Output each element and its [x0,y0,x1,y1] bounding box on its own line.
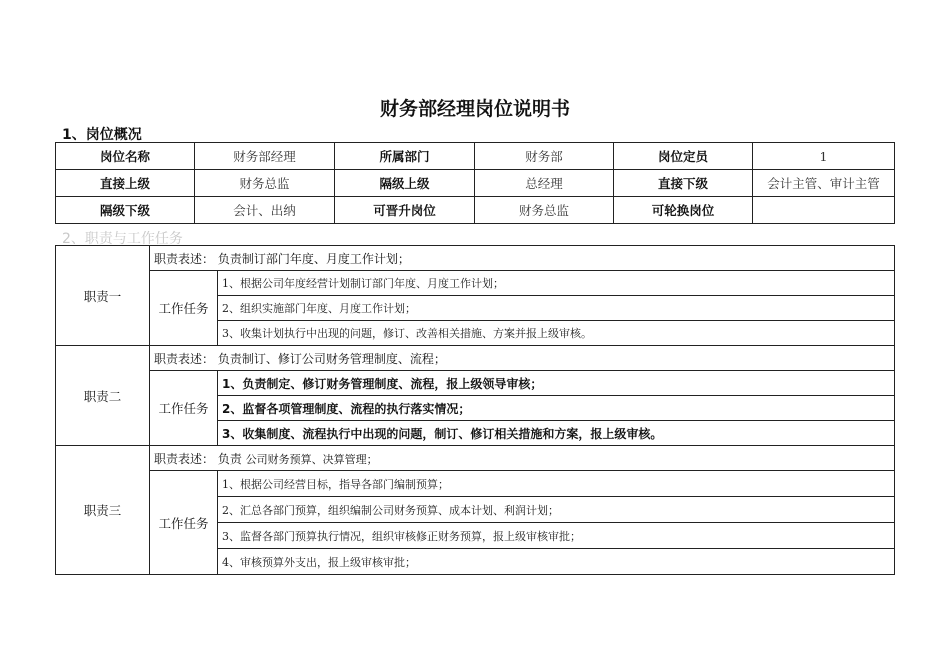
task-item: 3、监督各部门预算执行情况，组织审核修正财务预算，报上级审核审批； [218,523,895,549]
task-item: 2、汇总各部门预算，组织编制公司财务预算、成本计划、利润计划； [218,497,895,523]
label-direct-superior: 直接上级 [56,170,195,197]
duty-statement [150,446,895,471]
duty-statement [150,246,895,271]
duty-statement-label: 职责表述： [154,451,215,466]
duty-statement-text: 公司财务预算、决算管理； [245,452,378,466]
task-item: 3、收集计划执行中出现的问题，修订、改善相关措施、方案并报上级审核。 [218,321,895,346]
task-item: 1、根据公司经营目标，指导各部门编制预算； [218,471,895,497]
label-headcount: 岗位定员 [614,143,753,170]
duty-statement-row [56,346,895,371]
duty-statement-label: 职责表述： [154,251,215,266]
value-department: 财务部 [475,143,614,170]
section-heading-overview: 1、岗位概况 [62,127,142,143]
value-promotion-position: 财务总监 [475,197,614,224]
duty-name: 职责二 [56,346,150,446]
task-item: 1、根据公司年度经营计划制订部门年度、月度工作计划； [218,271,895,296]
task-item: 2、监督各项管理制度、流程的执行落实情况； [218,396,895,421]
label-direct-subordinates: 直接下级 [614,170,753,197]
value-direct-superior: 财务总监 [195,170,335,197]
duty-name: 职责一 [56,246,150,346]
task-label: 工作任务 [150,371,218,446]
value-headcount: 1 [753,143,895,170]
task-label: 工作任务 [150,271,218,346]
position-overview-table [55,142,895,224]
duties-table [55,245,895,575]
document-title: 财务部经理岗位说明书 [379,98,570,120]
duty-statement-lead: 负责 [217,451,242,466]
value-position-name: 财务部经理 [195,143,335,170]
duty-statement-label: 职责表述： [154,351,215,366]
duty-statement-row [56,446,895,471]
task-row [56,371,895,396]
task-item: 1、负责制定、修订财务管理制度、流程，报上级领导审核； [218,371,895,396]
duty-statement-row [56,246,895,271]
overview-row [56,170,895,197]
task-item: 3、收集制度、流程执行中出现的问题，制订、修订相关措施和方案，报上级审核。 [218,421,895,446]
overview-row [56,197,895,224]
duty-statement-text: 负责制订部门年度、月度工作计划； [217,251,410,266]
task-item: 4、审核预算外支出，报上级审核审批； [218,549,895,575]
label-department: 所属部门 [335,143,475,170]
label-skip-level-superior: 隔级上级 [335,170,475,197]
task-row [56,471,895,497]
task-label: 工作任务 [150,471,218,575]
value-skip-level-superior: 总经理 [475,170,614,197]
duty-statement [150,346,895,371]
label-promotion-position: 可晋升岗位 [335,197,475,224]
label-position-name: 岗位名称 [56,143,195,170]
task-row [56,271,895,296]
value-direct-subordinates: 会计主管、审计主管 [753,170,895,197]
value-skip-level-subordinates: 会计、出纳 [195,197,335,224]
duty-name: 职责三 [56,446,150,575]
section-heading-duties: 2、职责与工作任务 [62,231,183,247]
duty-statement-text: 负责制订、修订公司财务管理制度、流程； [217,351,446,366]
label-rotation-position: 可轮换岗位 [614,197,753,224]
task-item: 2、组织实施部门年度、月度工作计划； [218,296,895,321]
value-rotation-position [753,197,895,224]
overview-row [56,143,895,170]
label-skip-level-subordinates: 隔级下级 [56,197,195,224]
